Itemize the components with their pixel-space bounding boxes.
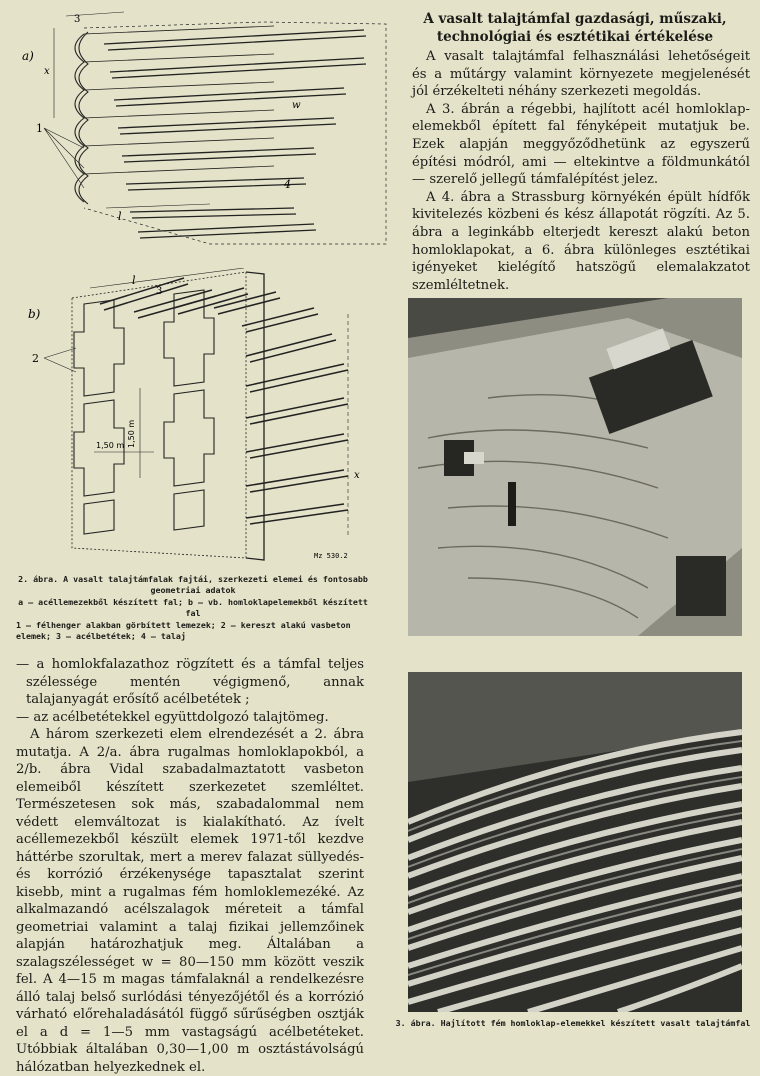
fig2-label-3: 3 [74,14,81,25]
fig2b-label-3: 3 [156,286,163,297]
body-text-left [16,656,364,1076]
intro-paragraph-3: A 4. ábra a Strassburg környékén épült hídfők kivitelezés közbeni és kész állapotát rögzíti. Az 5. ábra a leginkább elterjedt kereszt alakú beton homloklapokat, a 6. ábra különleges esztétikai igényeket kielégítő hatszögű elemalakzatot szemléltetnek. [412,189,750,293]
fig2-panel-a-label: a) [22,49,34,63]
fig2-label-l: l [118,210,122,223]
figure-2-caption-panels: a — acéllemezekből készített fal; b — vb. homloklapelemekből készített fal [18,596,368,619]
section-heading-line-2: technológiai és esztétikai értékelése [436,29,714,45]
section-heading-line-1: A vasalt talajtámfal gazdasági, műszaki, [423,11,727,27]
fig2b-dim-horizontal: 1,50 m [96,441,125,450]
figure-2-caption-legend: 1 — félhenger alakban görbített lemezek; 2 — kereszt alakú vasbeton elemek; 3 — acélbetétek; 4 — talaj [16,619,351,642]
fig2b-label-l: l [132,274,136,287]
fig2-label-x: x [44,66,50,77]
figure-3-caption: 3. ábra. Hajlított fém homloklap-elemekkel készített vasalt talajtámfal [395,1018,751,1028]
fig2-label-4: 4 [284,178,291,191]
section-heading [400,10,750,46]
fig2b-stamp: Mz 530.2 [314,552,348,560]
fig2b-label-x: x [354,470,360,481]
figure-3-photo-top [408,298,742,636]
fig2b-dim-vertical: 1,50 m [127,419,136,448]
body-bullet-2: — az acélbetétekkel együttdolgozó talajtömeg. [16,709,329,725]
figure-3-photo-bottom [408,672,742,1012]
fig2b-label-2: 2 [32,352,39,365]
fig2-label-w: w [292,100,301,111]
fig2-panel-b-label: b) [28,307,41,321]
figure-2b-drawing [14,268,374,568]
intro-paragraph-1: A vasalt talajtámfal felhasználási lehetőségeit és a műtárgy valamint környezete megjelenését jól érzékelteti néhány szerkezeti megoldás. [412,49,750,100]
figure-2-caption [16,574,370,642]
section-intro [412,48,750,294]
figure-2a-drawing [14,8,392,246]
intro-paragraph-2: A 3. ábrán a régebbi, hajlított acél homloklap-elemekből épített fal fényképeit mutatjuk be. Ezek alapján meggyőződhetünk az egyszerű építési módról, ami — eltekintve a földmunkától — szerelő jellegű támfalépítést jelez. [412,101,750,188]
fig2-label-1: 1 [36,122,43,135]
figure-2-caption-title: 2. ábra. A vasalt talajtámfalak fajtái, szerkezeti elemei és fontosabb geometriai adatok [18,574,368,596]
body-bullet-1: — a homlokfalazathoz rögzített és a támfal teljes szélessége mentén végigmenő, annak talajanyagát erősítő acélbetétek ; [16,657,364,707]
body-paragraph-1: A három szerkezeti elem elrendezését a 2. ábra mutatja. A 2/a. ábra rugalmas homloklapokból, a 2/b. ábra Vidal szabadalmaztatott vasbeton elemeiből készített szerkezetet szemléltet. Természetesen sok más, szabadalommal nem védett elemváltozat is kialakítható. Az ívelt acéllemezekből készült elemek 1971-től kezdve háttérbe szorultak, mert a merev falazat süllyedés- és korrózió érzékenysége tapasztalat szerint kisebb, mint a rugalmas fém homloklemezéké. Az alkalmazandó acélszalagok méreteit a támfal geometriai valamint a talaj fizikai jellemzőinek alapján határozhatjuk meg. Általában a szalagszélességet w = 80—150 mm között veszik fel. A 4—15 m magas támfalaknál a rendelkezésre álló talaj belső surlódási tényezőjétől és a korrózió várható előrehaladásától függő sűrűségben osztják el a d = 1—5 mm vastagságú acélbetéteket. Utóbbiak általában 0,30—1,00 m osztástávolságú hálózatban helyezkednek el. [16,727,364,1075]
